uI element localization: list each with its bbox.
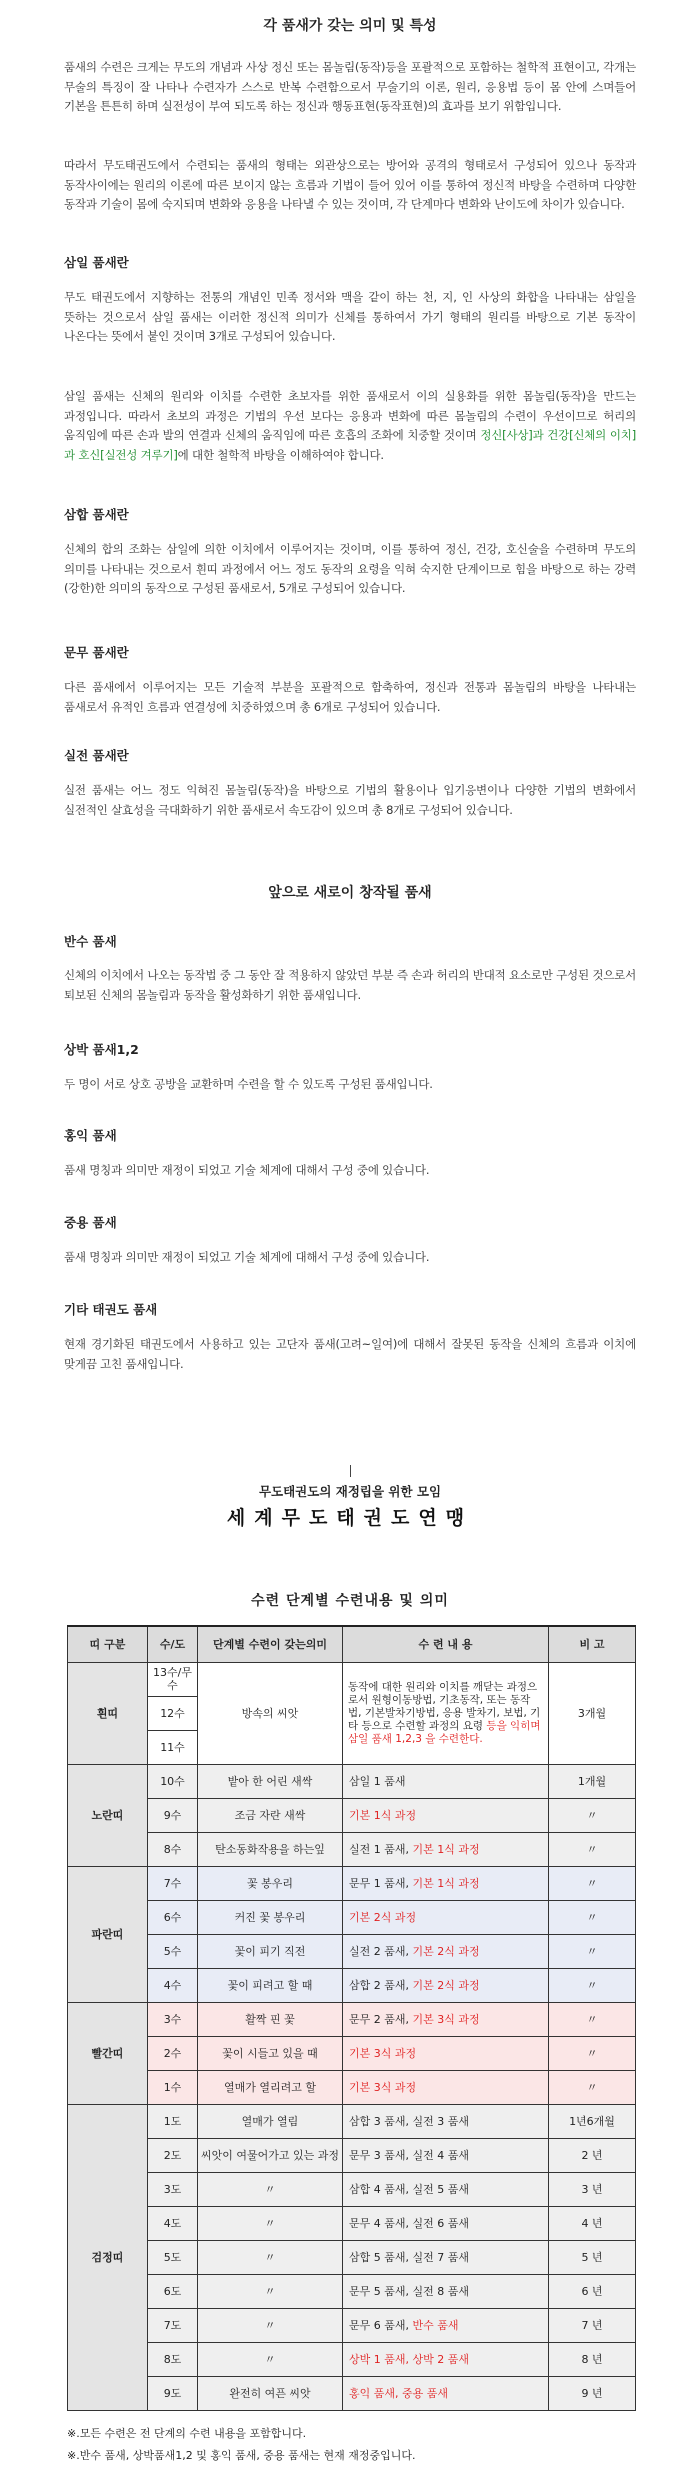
level-cell: 5도 — [148, 2240, 198, 2274]
level-cell: 6수 — [148, 1900, 198, 1934]
level-cell: 5수 — [148, 1934, 198, 1968]
table-row — [68, 2036, 636, 2070]
footnote-1: ※.모든 수련은 전 단계의 수련 내용을 포함합니다. — [67, 2427, 307, 2440]
level-cell: 12수 — [148, 1696, 198, 1730]
header-belt: 띠 구분 — [68, 1626, 148, 1662]
content-text: 실전 1 품새, — [349, 1842, 409, 1856]
table-row — [68, 2070, 636, 2104]
content-cell: 문무 3 품새, 실전 4 품새 — [343, 2138, 549, 2172]
note-cell: 〃 — [549, 2070, 636, 2104]
level-cell: 13수/무수 — [148, 1662, 198, 1696]
content-highlight: 홍익 품새, 중용 품새 — [349, 2386, 448, 2400]
note-cell: 1년6개월 — [549, 2104, 636, 2138]
content-cell: 문무 4 품새, 실전 6 품새 — [343, 2206, 549, 2240]
content-cell: 삼합 4 품새, 실전 5 품새 — [343, 2172, 549, 2206]
munmu-heading: 문무 품새란 — [64, 645, 129, 660]
meaning-cell: 〃 — [198, 2240, 343, 2274]
content-highlight: 기본 1식 과정 — [349, 1808, 417, 1822]
content-highlight: 기본 1식 과정 — [412, 1842, 480, 1856]
table-row — [68, 2274, 636, 2308]
content-cell: 삼합 3 품새, 실전 3 품새 — [343, 2104, 549, 2138]
table-row — [68, 2308, 636, 2342]
table-row — [68, 2342, 636, 2376]
level-cell: 8도 — [148, 2342, 198, 2376]
meaning-cell: 활짝 핀 꽃 — [198, 2002, 343, 2036]
level-cell: 3수 — [148, 2002, 198, 2036]
samhap-paragraph: 신체의 합의 조화는 삼일에 의한 이치에서 이루어지는 것이며, 이를 통하여 정신, 건강, 호신술을 수련하며 무도의 의미를 나타내는 것으로서 흰띠 과정에서 어느 정도 동작의 요령을 익혀 숙지한 단계이므로 힘을 바탕으로 하는 강력(강한)한 의미의 동작으로 구성된 품새로서, 5개로 구성되어 있습니다. — [64, 542, 636, 596]
content-text: 삼합 2 품새, — [349, 1978, 409, 1992]
content-text: 문무 1 품새, — [349, 1876, 409, 1890]
jungyong-heading: 중용 품새 — [64, 1215, 117, 1230]
meaning-cell: 열매가 열림 — [198, 2104, 343, 2138]
belt-blue: 파란띠 — [68, 1866, 148, 2002]
level-cell: 11수 — [148, 1730, 198, 1764]
content-text: 실전 2 품새, — [349, 1944, 409, 1958]
level-cell: 4도 — [148, 2206, 198, 2240]
samil-paragraph-1: 무도 태권도에서 지향하는 전통의 개념인 민족 정서와 맥을 같이 하는 천, 지, 인 사상의 화합을 나타내는 삼일을 뜻하는 것으로서 삼일 품새는 이러한 정신적 의미가 신체를 통하여서 가기 형태의 원리를 바탕으로 기본 동작이 나온다는 뜻에서 붙인 것이며 3개로 구성되어 있습니다. — [64, 290, 636, 344]
content-highlight: 기본 2식 과정 — [412, 1978, 480, 1992]
note-cell: 3개월 — [549, 1662, 636, 1764]
samil-p2-highlight: 정신[사상]과 건강[신체의 이치]과 호신[실전성 겨루기] — [64, 428, 636, 462]
meaning-cell: 완전히 여픈 씨앗 — [198, 2376, 343, 2410]
content-cell — [343, 1832, 549, 1866]
note-cell: 〃 — [549, 1866, 636, 1900]
note-cell: 〃 — [549, 1832, 636, 1866]
table-row — [68, 1900, 636, 1934]
content-cell — [343, 1900, 549, 1934]
level-cell: 9도 — [148, 2376, 198, 2410]
note-cell: 5 년 — [549, 2240, 636, 2274]
meaning-cell: 밭아 한 어린 새싹 — [198, 1764, 343, 1798]
silzeon-paragraph: 실전 품새는 어느 정도 익혀진 몸놀림(동작)을 바탕으로 기법의 활용이나 입기응변이나 다양한 기법의 변화에서 실전적인 살효성을 극대화하기 위한 품새로서 속도감이 있으며 총 8개로 구성되어 있습니다. — [64, 783, 636, 817]
content-text: 문무 2 품새, — [349, 2012, 409, 2026]
content-highlight: 기본 2식 과정 — [349, 1910, 417, 1924]
content-cell: 문무 5 품새, 실전 8 품새 — [343, 2274, 549, 2308]
content-highlight: 반수 품새 — [412, 2318, 459, 2332]
table-row — [68, 2138, 636, 2172]
level-cell: 3도 — [148, 2172, 198, 2206]
content-cell — [343, 1662, 549, 1764]
org-divider — [350, 1465, 351, 1477]
meaning-cell: 꽃이 피기 직전 — [198, 1934, 343, 1968]
table-row — [68, 1832, 636, 1866]
note-cell: 〃 — [549, 1798, 636, 1832]
level-cell: 7도 — [148, 2308, 198, 2342]
meaning-cell: 꽃이 시들고 있을 때 — [198, 2036, 343, 2070]
level-cell: 8수 — [148, 1832, 198, 1866]
samil-p2-text-b: 에 대한 철학적 바탕을 이해하여야 합니다. — [177, 447, 384, 462]
note-cell: 〃 — [549, 2036, 636, 2070]
note-cell: 9 년 — [549, 2376, 636, 2410]
meaning-cell: 꽃 봉우리 — [198, 1866, 343, 1900]
note-cell: 7 년 — [549, 2308, 636, 2342]
belt-white: 흰띠 — [68, 1662, 148, 1764]
sangbak-heading: 상박 품새1,2 — [64, 1042, 139, 1057]
table-row — [68, 2172, 636, 2206]
meaning-cell: 탄소동화작용을 하는잎 — [198, 1832, 343, 1866]
header-level: 수/도 — [148, 1626, 198, 1662]
level-cell: 7수 — [148, 1866, 198, 1900]
note-cell: 6 년 — [549, 2274, 636, 2308]
table-row — [68, 1662, 636, 1696]
meaning-cell: 조금 자란 새싹 — [198, 1798, 343, 1832]
note-cell: 2 년 — [549, 2138, 636, 2172]
note-cell: 8 년 — [549, 2342, 636, 2376]
level-cell: 2도 — [148, 2138, 198, 2172]
table-row — [68, 1798, 636, 1832]
level-cell: 9수 — [148, 1798, 198, 1832]
table-row — [68, 2002, 636, 2036]
samil-p2-text-a: 삼일 품새는 신체의 원리와 이치를 수련한 초보자를 위한 품새로서 이의 실용화를 위한 몸놀림(동작)을 만드는 과정입니다. 따라서 초보의 과정은 기법의 우선 보다는 응용과 변화에 따른 몸놀림의 수련이 우선이므로 허리의 움직임에 따른 손과 발의 연결과 신체의 움직임에 따른 호흡의 조화에 치중할 것이며 — [64, 389, 636, 443]
table-row — [68, 2240, 636, 2274]
footnote-2: ※.반수 품새, 상박품새1,2 및 홍익 품새, 중용 품새는 현재 재정중입니다. — [67, 2449, 416, 2462]
hongik-paragraph: 품새 명칭과 의미만 재정이 되었고 기술 체계에 대해서 구성 중에 있습니다. — [64, 1163, 430, 1177]
content-highlight: 기본 3식 과정 — [412, 2012, 480, 2026]
samil-paragraph-2 — [64, 387, 636, 465]
section2-title: 앞으로 새로이 창작될 품새 — [268, 885, 432, 901]
note-cell: 〃 — [549, 1900, 636, 1934]
note-cell: 〃 — [549, 2002, 636, 2036]
content-highlight: 상박 1 품새, 상박 2 품새 — [349, 2352, 469, 2366]
content-cell — [343, 2376, 549, 2410]
content-cell — [343, 2070, 549, 2104]
header-meaning: 단계별 수련이 갖는의미 — [198, 1626, 343, 1662]
meaning-cell: 커진 꽃 봉우리 — [198, 1900, 343, 1934]
training-table — [67, 1625, 636, 2411]
belt-black: 검정띠 — [68, 2104, 148, 2410]
header-content: 수 련 내 용 — [343, 1626, 549, 1662]
note-cell: 〃 — [549, 1934, 636, 1968]
content-cell — [343, 2036, 549, 2070]
bansu-heading: 반수 품새 — [64, 934, 117, 949]
munmu-paragraph: 다른 품새에서 이루어지는 모든 기술적 부분을 포괄적으로 함축하여, 정신과 전통과 몸놀림의 바탕을 나타내는 품새로서 유적인 흐름과 연결성에 치중하였으며 총 6개로 구성되어 있습니다. — [64, 680, 636, 714]
intro-paragraph-1: 품새의 수련은 크게는 무도의 개념과 사상 정신 또는 몸놀림(동작)등을 포괄적으로 포함하는 철학적 표현이고, 각개는 무술의 특징이 잘 나타나 수련자가 스스로 반복 수련함으로서 무술기의 이론, 원리, 응용법 등이 몸 안에 스며들어 기본을 튼튼히 하며 실전성이 부여 되도록 하는 정신과 행동표현(동작표현)의 효과를 보기 위함입니다. — [64, 60, 636, 114]
content-cell — [343, 1968, 549, 2002]
jungyong-paragraph: 품새 명칭과 의미만 재정이 되었고 기술 체계에 대해서 구성 중에 있습니다. — [64, 1250, 430, 1264]
belt-red: 빨간띠 — [68, 2002, 148, 2104]
note-cell: 4 년 — [549, 2206, 636, 2240]
intro-paragraph-2: 따라서 무도태권도에서 수련되는 품새의 형태는 외관상으로는 방어와 공격의 형태로서 구성되어 있으나 동작과 동작사이에는 원리의 이론에 따른 보이지 않는 흐름과 기법이 들어 있어 이를 통하여 정신적 바탕을 수련하며 다양한 동작과 기술이 몸에 숙지되며 변화와 응용을 나타낼 수 있는 것이며, 각 단계마다 변화와 난이도에 차이가 있습니다. — [64, 158, 636, 212]
meaning-cell: 꽃이 피려고 할 때 — [198, 1968, 343, 2002]
hongik-heading: 홍익 품새 — [64, 1128, 117, 1143]
silzeon-heading: 실전 품새란 — [64, 748, 129, 763]
content-highlight: 기본 3식 과정 — [349, 2080, 417, 2094]
level-cell: 10수 — [148, 1764, 198, 1798]
content-cell — [343, 1866, 549, 1900]
level-cell: 4수 — [148, 1968, 198, 2002]
content-cell — [343, 1934, 549, 1968]
meaning-cell: 〃 — [198, 2342, 343, 2376]
etc-paragraph: 현재 경기화된 태권도에서 사용하고 있는 고단자 품새(고려~일여)에 대해서 잘못된 동작을 신체의 흐름과 이치에 맞게끔 고친 품새입니다. — [64, 1337, 636, 1371]
meaning-cell: 씨앗이 여물어가고 있는 과정 — [198, 2138, 343, 2172]
header-note: 비 고 — [549, 1626, 636, 1662]
samil-heading: 삼일 품새란 — [64, 255, 129, 270]
content-cell: 삼일 1 품새 — [343, 1764, 549, 1798]
meaning-cell: 〃 — [198, 2274, 343, 2308]
table-row — [68, 2206, 636, 2240]
meaning-cell: 열매가 열리려고 할 — [198, 2070, 343, 2104]
table-header-row — [68, 1626, 636, 1662]
content-cell — [343, 1798, 549, 1832]
content-highlight: 등을 익히며 삼일 품새 1,2,3 을 수련한다. — [348, 1719, 541, 1745]
table-row — [68, 1968, 636, 2002]
note-cell: 〃 — [549, 1968, 636, 2002]
table-row — [68, 2376, 636, 2410]
table-row — [68, 1866, 636, 1900]
content-text: 문무 6 품새, — [349, 2318, 409, 2332]
samhap-heading: 삼합 품새란 — [64, 507, 129, 522]
content-text: 동작에 대한 원리와 이치를 깨닫는 과정으로서 원형이동방법, 기초동작, 또는 동작법, 기본발차기방법, 응용 발차기, 보법, 기타 등으로 수련할 과정의 요령 — [348, 1680, 541, 1732]
belt-yellow: 노란띠 — [68, 1764, 148, 1866]
content-highlight: 기본 2식 과정 — [412, 1944, 480, 1958]
content-highlight: 기본 3식 과정 — [349, 2046, 417, 2060]
table-title: 수련 단계별 수련내용 및 의미 — [251, 1593, 449, 1609]
meaning-cell: 〃 — [198, 2308, 343, 2342]
meaning-cell: 〃 — [198, 2172, 343, 2206]
note-cell: 3 년 — [549, 2172, 636, 2206]
table-row — [68, 1934, 636, 1968]
etc-heading: 기타 태권도 품새 — [64, 1302, 158, 1317]
meaning-cell: 방속의 씨앗 — [198, 1662, 343, 1764]
org-name: 세계무도태권도연맹 — [226, 1507, 474, 1529]
content-cell: 삼합 5 품새, 실전 7 품새 — [343, 2240, 549, 2274]
bansu-paragraph: 신체의 이치에서 나오는 동작법 중 그 동안 잘 적용하지 않았던 부분 즉 손과 허리의 반대적 요소로만 구성된 것으로서 퇴보된 신체의 몸놀림과 동작을 활성화하기 위한 품새입니다. — [64, 968, 636, 1002]
content-cell — [343, 2308, 549, 2342]
level-cell: 1도 — [148, 2104, 198, 2138]
level-cell: 6도 — [148, 2274, 198, 2308]
meaning-cell: 〃 — [198, 2206, 343, 2240]
note-cell: 1개월 — [549, 1764, 636, 1798]
section1-title: 각 품새가 갖는 의미 및 특성 — [263, 18, 437, 34]
content-cell — [343, 2342, 549, 2376]
sangbak-paragraph: 두 명이 서로 상호 공방을 교환하며 수련을 할 수 있도록 구성된 품새입니다. — [64, 1077, 433, 1091]
level-cell: 2수 — [148, 2036, 198, 2070]
org-subtitle: 무도태권도의 재정립을 위한 모임 — [258, 1484, 442, 1499]
table-row — [68, 2104, 636, 2138]
table-row — [68, 1764, 636, 1798]
level-cell: 1수 — [148, 2070, 198, 2104]
content-cell — [343, 2002, 549, 2036]
content-highlight: 기본 1식 과정 — [412, 1876, 480, 1890]
